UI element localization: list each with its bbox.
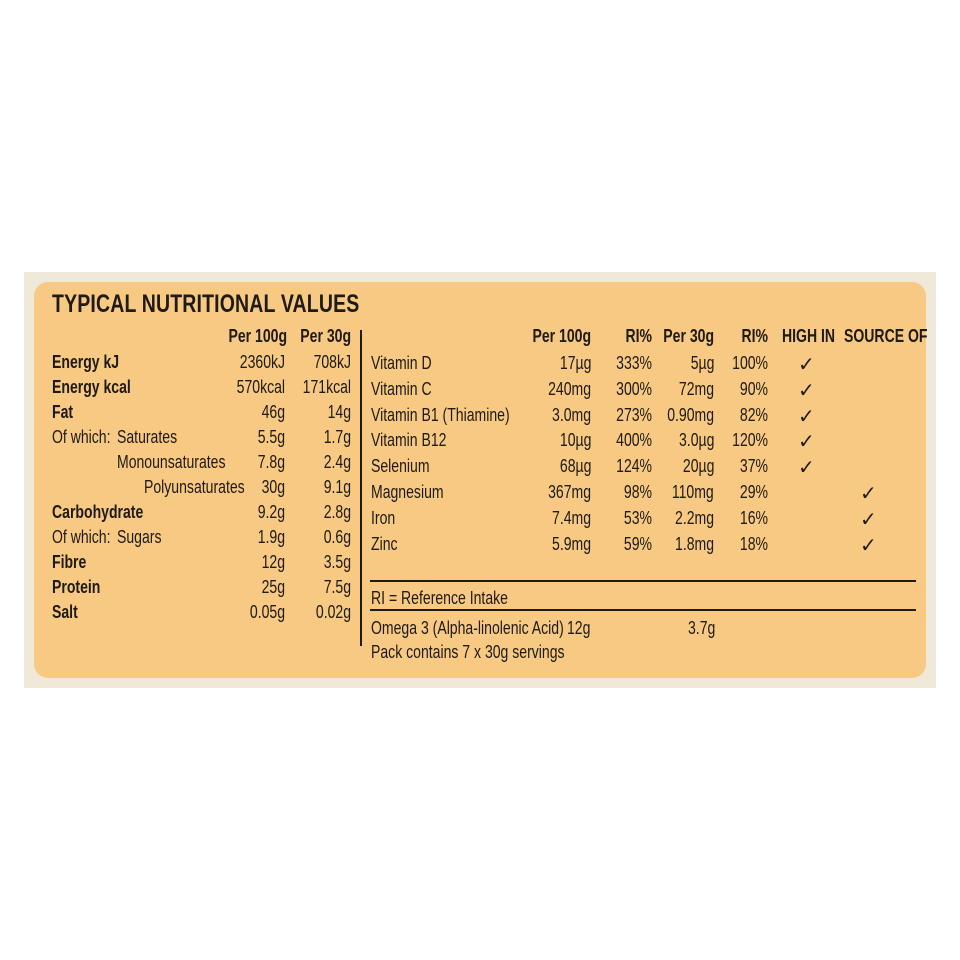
header-ri100: RI%	[625, 326, 652, 346]
nutrient-per30: 0.6g	[323, 527, 351, 547]
nutrient-label: Energy kcal	[52, 377, 131, 397]
nutrient-per100: 9.2g	[257, 502, 285, 522]
header-ri30: RI%	[741, 326, 768, 346]
vitamin-name: Vitamin B12	[371, 430, 447, 451]
omega-per30: 3.7g	[688, 618, 716, 638]
ri-divider-bottom	[370, 609, 916, 611]
vitamin-ri30: 90%	[739, 378, 768, 399]
column-divider	[360, 330, 362, 646]
vitamin-name: Selenium	[371, 456, 430, 477]
nutrient-per100: 25g	[261, 577, 285, 597]
header-per100: Per 100g	[228, 326, 287, 346]
vitamin-per30: 20µg	[682, 456, 714, 477]
nutrient-per100: 46g	[261, 402, 285, 422]
nutrient-per100: 5.5g	[257, 427, 285, 447]
vitamin-per100: 17µg	[559, 353, 591, 373]
nutrient-per100: 0.05g	[249, 602, 285, 622]
nutrient-label: Polyunsaturates	[144, 477, 245, 497]
nutrient-per100: 7.8g	[257, 452, 285, 472]
vitamin-per100: 68µg	[559, 456, 591, 477]
header-source-of: SOURCE OF	[844, 326, 928, 346]
high-in-check-icon: ✓	[798, 429, 815, 454]
high-in-check-icon: ✓	[798, 403, 815, 428]
high-in-check-icon: ✓	[798, 455, 815, 480]
nutrient-per30: 9.1g	[323, 477, 351, 497]
vitamin-ri30: 37%	[739, 456, 768, 477]
nutrient-label: Saturates	[117, 427, 178, 447]
nutrient-per100: 570kcal	[236, 377, 285, 397]
omega-label: Omega 3 (Alpha-linolenic Acid)	[371, 618, 564, 638]
nutrient-per30: 0.02g	[315, 602, 351, 622]
vitamin-ri100: 333%	[616, 353, 652, 373]
nutrient-per100: 2360kJ	[239, 352, 285, 372]
nutrient-per30: 2.8g	[323, 502, 351, 522]
pack-note: Pack contains 7 x 30g servings	[371, 642, 565, 662]
vitamin-per30: 0.90mg	[667, 404, 714, 425]
vitamin-per30: 72mg	[678, 378, 714, 399]
vitamin-ri100: 400%	[616, 430, 652, 451]
vitamin-ri100: 59%	[623, 533, 652, 554]
nutrient-label: Sugars	[117, 527, 162, 547]
nutrient-label: Salt	[52, 602, 78, 622]
source-of-check-icon: ✓	[860, 481, 877, 505]
header-high-in: HIGH IN	[782, 326, 836, 346]
vitamin-ri30: 18%	[739, 533, 768, 554]
nutrition-title: TYPICAL NUTRITIONAL VALUES	[52, 290, 360, 318]
row-prefix: Of which:	[52, 527, 111, 547]
vitamin-per30: 2.2mg	[674, 507, 714, 528]
vitamin-per100: 7.4mg	[551, 507, 591, 528]
nutrient-label: Fat	[52, 402, 74, 422]
vitamin-ri100: 124%	[616, 456, 652, 477]
vitamin-ri100: 300%	[616, 378, 652, 399]
nutrient-per100: 1.9g	[257, 527, 285, 547]
source-of-check-icon: ✓	[860, 506, 877, 531]
vitamin-ri100: 273%	[616, 404, 652, 425]
vitamin-per100: 5.9mg	[551, 533, 591, 554]
vitamin-name: Vitamin C	[371, 378, 432, 399]
header-per100: Per 100g	[532, 326, 591, 346]
nutrient-per30: 3.5g	[323, 552, 351, 572]
nutrient-per100: 12g	[261, 552, 285, 572]
nutrient-per30: 1.7g	[323, 427, 351, 447]
row-prefix: Of which:	[52, 427, 111, 447]
vitamin-ri30: 120%	[732, 430, 768, 451]
vitamin-name: Vitamin D	[371, 353, 432, 373]
vitamin-ri30: 82%	[739, 404, 768, 425]
header-per30: Per 30g	[663, 326, 714, 346]
vitamin-per100: 367mg	[548, 482, 591, 502]
vitamin-per30: 110mg	[672, 482, 714, 502]
nutrient-label: Carbohydrate	[52, 502, 144, 522]
vitamin-name: Vitamin B1 (Thiamine)	[371, 404, 510, 425]
high-in-check-icon: ✓	[798, 352, 815, 376]
nutrient-per30: 7.5g	[323, 577, 351, 597]
nutrient-label: Fibre	[52, 552, 87, 572]
vitamin-ri30: 100%	[732, 353, 768, 373]
nutrient-label: Monounsaturates	[117, 452, 226, 472]
vitamin-per30: 1.8mg	[674, 533, 714, 554]
vitamin-per100: 240mg	[548, 378, 591, 399]
vitamin-name: Iron	[371, 507, 396, 528]
ri-note: RI = Reference Intake	[371, 588, 508, 608]
ri-divider-top	[370, 580, 916, 582]
vitamin-ri100: 53%	[623, 507, 652, 528]
vitamin-ri30: 29%	[739, 482, 768, 502]
vitamin-per100: 10µg	[559, 430, 591, 451]
header-per30: Per 30g	[300, 326, 351, 346]
vitamin-name: Magnesium	[371, 482, 444, 502]
vitamin-ri30: 16%	[739, 507, 768, 528]
nutrient-label: Energy kJ	[52, 352, 120, 372]
vitamin-per100: 3.0mg	[551, 404, 591, 425]
nutrient-per30: 708kJ	[313, 352, 351, 372]
vitamin-ri100: 98%	[623, 482, 652, 502]
source-of-check-icon: ✓	[860, 532, 877, 557]
vitamin-per30: 5µg	[690, 353, 714, 373]
nutrient-per30: 2.4g	[323, 452, 351, 472]
nutrient-label: Protein	[52, 577, 101, 597]
nutrient-per30: 14g	[327, 402, 351, 422]
nutrient-per100: 30g	[261, 477, 285, 497]
omega-per100: 12g	[567, 618, 591, 638]
nutrient-per30: 171kcal	[302, 377, 351, 397]
high-in-check-icon: ✓	[798, 377, 815, 402]
vitamin-name: Zinc	[371, 533, 398, 554]
vitamin-per30: 3.0µg	[678, 430, 714, 451]
